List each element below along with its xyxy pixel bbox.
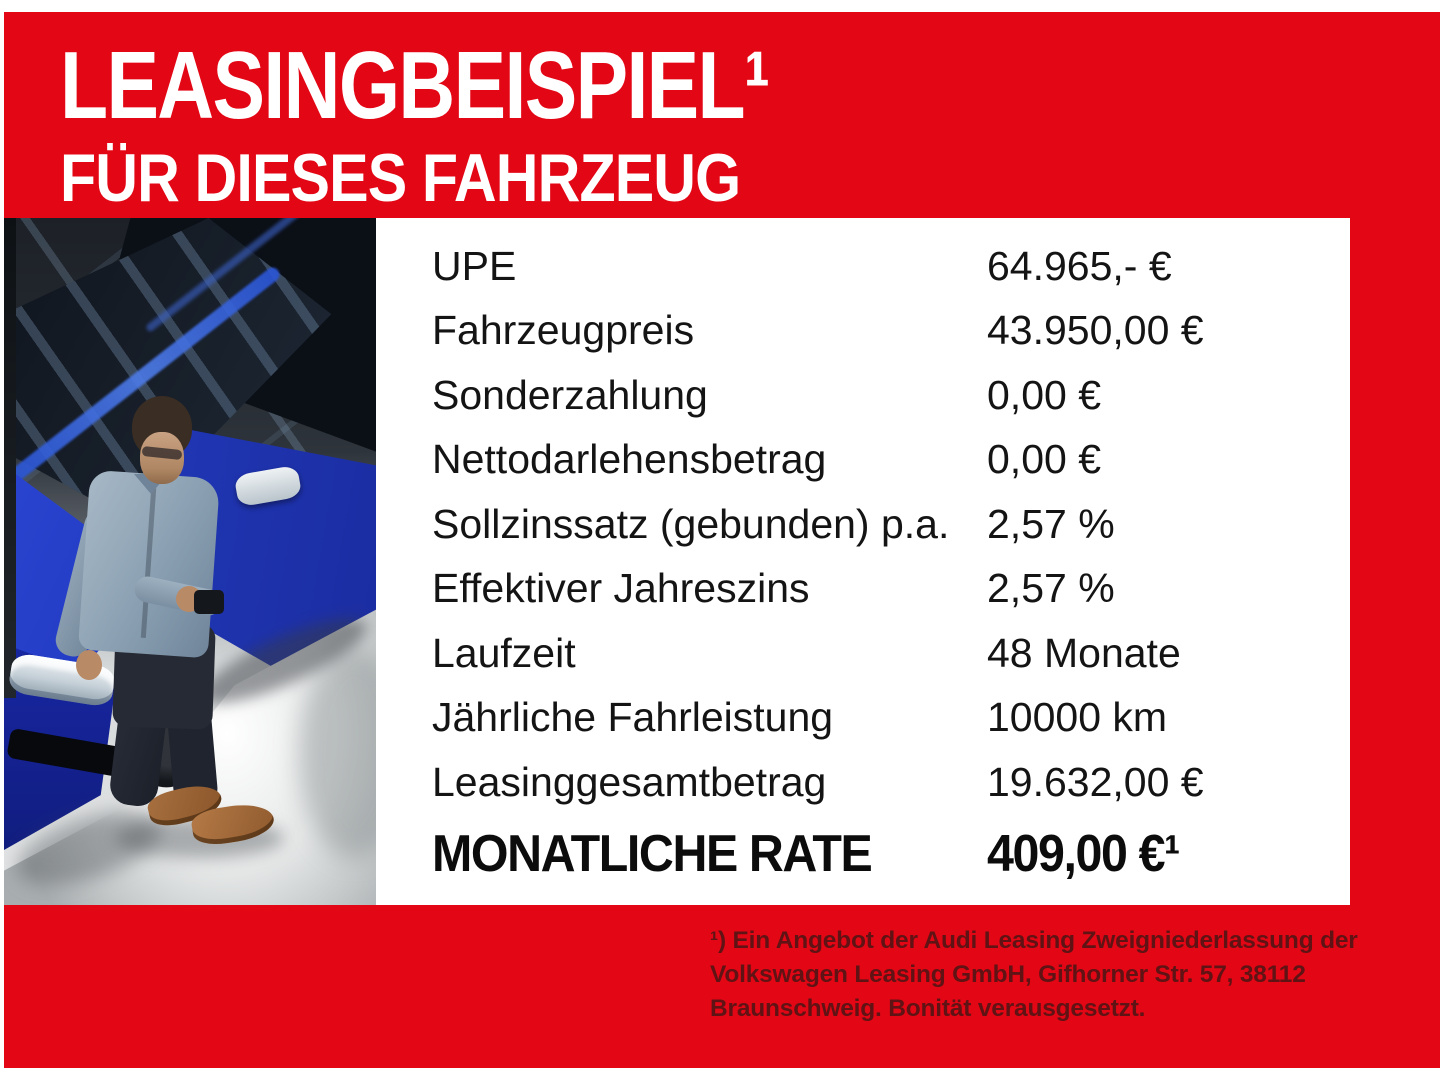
offer-row-label: Jährliche Fahrleistung xyxy=(432,694,834,741)
man-figure xyxy=(74,388,294,868)
table-row xyxy=(432,686,1332,751)
man-hand xyxy=(76,650,102,680)
leasing-details-table xyxy=(432,234,1332,893)
table-row xyxy=(432,363,1332,428)
offer-row-label: Laufzeit xyxy=(432,629,576,676)
handheld-object xyxy=(194,590,224,614)
offer-row-label: Fahrzeugpreis xyxy=(432,307,695,354)
vehicle-photo xyxy=(4,218,376,905)
table-row xyxy=(432,234,1332,299)
offer-row-value: 48 Monate xyxy=(987,629,1181,676)
monthly-rate-value: 409,00 €¹ xyxy=(987,824,1179,883)
footnote xyxy=(710,924,1358,1026)
footnote-line: ¹) Ein Angebot der Audi Leasing Zweigniederlassung der xyxy=(710,927,1358,954)
offer-row-value: 10000 km xyxy=(987,694,1168,741)
offer-row-label: UPE xyxy=(432,242,517,289)
page-subtitle-text: FÜR DIESES FAHRZEUG xyxy=(60,140,741,216)
content-box xyxy=(4,218,1350,905)
photo-left-edge xyxy=(4,218,16,698)
offer-row-value: 43.950,00 € xyxy=(987,307,1204,354)
leasing-poster xyxy=(4,12,1440,1068)
page-title-text: LEASINGBEISPIEL¹ xyxy=(60,32,769,139)
page-subtitle xyxy=(60,138,924,214)
offer-row-value: 0,00 € xyxy=(987,371,1101,418)
offer-row-value: 19.632,00 € xyxy=(987,758,1204,805)
offer-row-value: 2,57 % xyxy=(987,500,1115,547)
offer-row-label: Sollzinssatz (gebunden) p.a. xyxy=(432,500,950,547)
page-title xyxy=(60,34,924,138)
offer-row-label: Effektiver Jahreszins xyxy=(432,565,810,612)
offer-row-label: Leasinggesamtbetrag xyxy=(432,758,827,805)
table-row xyxy=(432,750,1332,815)
poster-header xyxy=(60,34,924,214)
footnote-line: Braunschweig. Bonität verausgesetzt. xyxy=(710,995,1146,1022)
offer-row-value: 2,57 % xyxy=(987,565,1115,612)
monthly-rate-row xyxy=(432,815,1332,893)
table-row xyxy=(432,299,1332,364)
table-row xyxy=(432,428,1332,493)
offer-row-value: 64.965,- € xyxy=(987,242,1172,289)
table-row xyxy=(432,492,1332,557)
offer-row-label: Nettodarlehensbetrag xyxy=(432,436,827,483)
table-row xyxy=(432,621,1332,686)
monthly-rate-label: MONATLICHE RATE xyxy=(432,824,872,883)
table-row xyxy=(432,557,1332,622)
offer-row-value: 0,00 € xyxy=(987,436,1101,483)
footnote-line: Volkswagen Leasing GmbH, Gifhorner Str. 57, 38112 xyxy=(710,961,1306,988)
offer-row-label: Sonderzahlung xyxy=(432,371,708,418)
